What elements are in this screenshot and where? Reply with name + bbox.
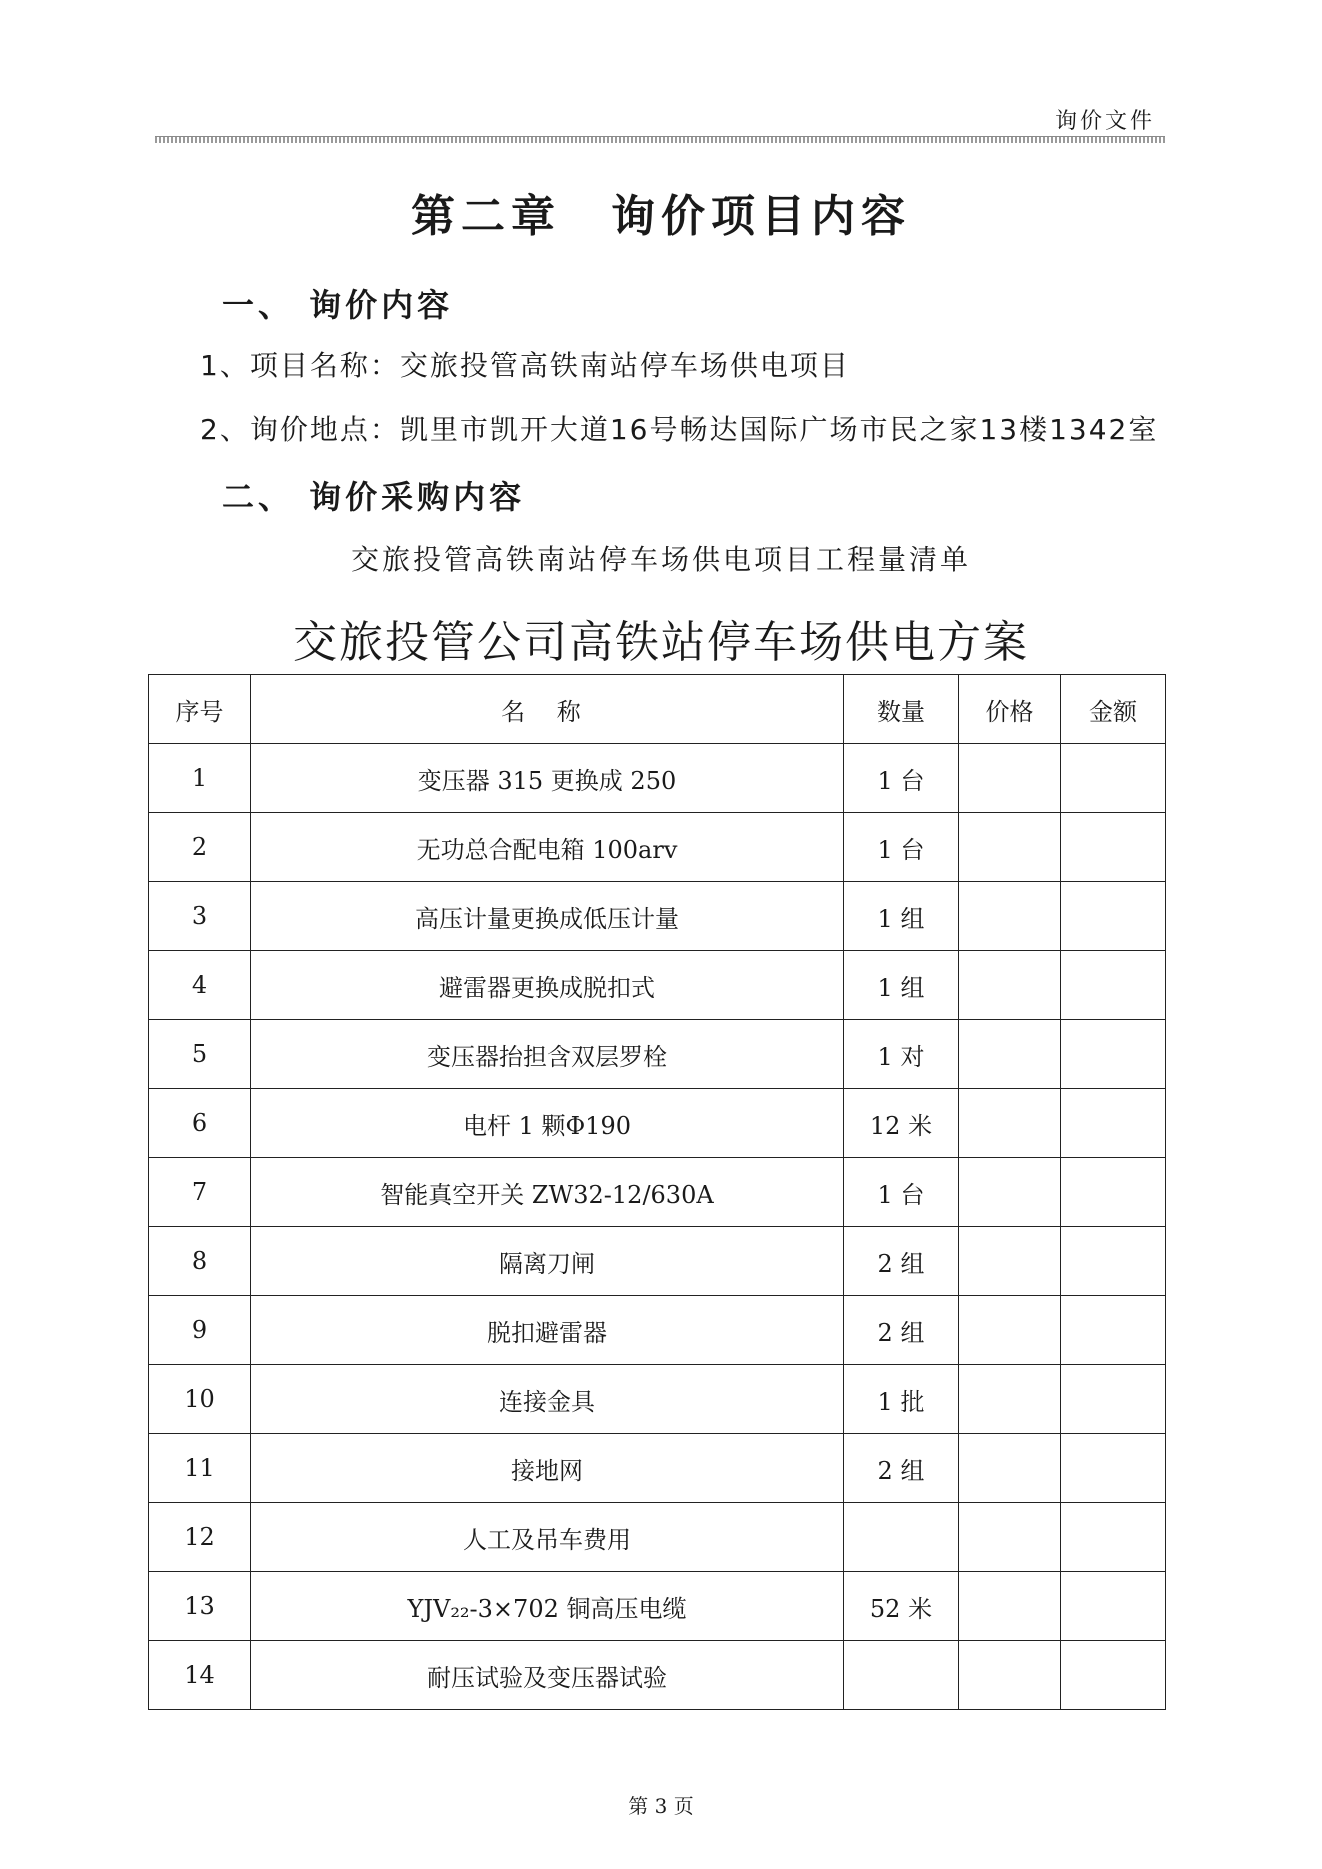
table-row bbox=[149, 1365, 1166, 1434]
cell-qty: 1 组 bbox=[844, 951, 959, 1020]
plan-title: 交旅投管公司高铁站停车场供电方案 bbox=[293, 617, 1029, 668]
cell-amount bbox=[1061, 1434, 1166, 1503]
cell-price bbox=[959, 1641, 1061, 1710]
cell-price bbox=[959, 1158, 1061, 1227]
cell-seq: 8 bbox=[149, 1227, 251, 1296]
cell-name: 耐压试验及变压器试验 bbox=[251, 1641, 844, 1710]
cell-price bbox=[959, 1296, 1061, 1365]
cell-amount bbox=[1061, 1365, 1166, 1434]
table-row bbox=[149, 1296, 1166, 1365]
header-name: 名 称 bbox=[251, 675, 844, 744]
table-row bbox=[149, 744, 1166, 813]
table-row bbox=[149, 1158, 1166, 1227]
cell-price bbox=[959, 951, 1061, 1020]
cell-amount bbox=[1061, 1572, 1166, 1641]
cell-name: 高压计量更换成低压计量 bbox=[251, 882, 844, 951]
cell-qty: 1 组 bbox=[844, 882, 959, 951]
cell-amount bbox=[1061, 1296, 1166, 1365]
cell-seq: 12 bbox=[149, 1503, 251, 1572]
project-name-line: 1、项目名称：交旅投管高铁南站停车场供电项目 bbox=[200, 349, 850, 382]
cell-qty: 2 组 bbox=[844, 1227, 959, 1296]
cell-price bbox=[959, 1365, 1061, 1434]
cell-qty: 1 对 bbox=[844, 1020, 959, 1089]
header-amount: 金额 bbox=[1061, 675, 1166, 744]
cell-seq: 10 bbox=[149, 1365, 251, 1434]
table-row bbox=[149, 1089, 1166, 1158]
cell-name: 连接金具 bbox=[251, 1365, 844, 1434]
cell-seq: 3 bbox=[149, 882, 251, 951]
cell-amount bbox=[1061, 1641, 1166, 1710]
cell-price bbox=[959, 1020, 1061, 1089]
cell-seq: 9 bbox=[149, 1296, 251, 1365]
cell-amount bbox=[1061, 813, 1166, 882]
cell-amount bbox=[1061, 1503, 1166, 1572]
cell-name: 避雷器更换成脱扣式 bbox=[251, 951, 844, 1020]
cell-amount bbox=[1061, 1089, 1166, 1158]
cell-name: 变压器抬担含双层罗栓 bbox=[251, 1020, 844, 1089]
header-seq: 序号 bbox=[149, 675, 251, 744]
cell-qty: 12 米 bbox=[844, 1089, 959, 1158]
cell-seq: 11 bbox=[149, 1434, 251, 1503]
chapter-title bbox=[0, 180, 1322, 244]
header-rule bbox=[155, 136, 1165, 143]
cell-seq: 13 bbox=[149, 1572, 251, 1641]
cell-price bbox=[959, 1089, 1061, 1158]
cell-seq: 2 bbox=[149, 813, 251, 882]
header-price: 价格 bbox=[959, 675, 1061, 744]
table-header-row bbox=[149, 675, 1166, 744]
cell-qty: 52 米 bbox=[844, 1572, 959, 1641]
cell-name: 智能真空开关 ZW32-12/630A bbox=[251, 1158, 844, 1227]
table-row bbox=[149, 1020, 1166, 1089]
cell-amount bbox=[1061, 1227, 1166, 1296]
table-row bbox=[149, 951, 1166, 1020]
cell-price bbox=[959, 813, 1061, 882]
table-row bbox=[149, 813, 1166, 882]
cell-qty: 1 台 bbox=[844, 1158, 959, 1227]
bill-of-quantities-table bbox=[148, 674, 1166, 1710]
cell-price bbox=[959, 1503, 1061, 1572]
cell-qty: 1 台 bbox=[844, 744, 959, 813]
cell-seq: 5 bbox=[149, 1020, 251, 1089]
cell-price bbox=[959, 1434, 1061, 1503]
cell-amount bbox=[1061, 951, 1166, 1020]
cell-name: 无功总合配电箱 100arv bbox=[251, 813, 844, 882]
section-heading-inquiry-content: 一、 询价内容 bbox=[222, 286, 454, 324]
cell-amount bbox=[1061, 882, 1166, 951]
table-row bbox=[149, 1434, 1166, 1503]
chapter-name: 询价项目内容 bbox=[611, 191, 911, 242]
cell-amount bbox=[1061, 1020, 1166, 1089]
cell-qty bbox=[844, 1641, 959, 1710]
cell-price bbox=[959, 1227, 1061, 1296]
chapter-number: 第二章 bbox=[411, 191, 561, 242]
header-qty: 数量 bbox=[844, 675, 959, 744]
table-row bbox=[149, 1503, 1166, 1572]
table-row bbox=[149, 1227, 1166, 1296]
cell-qty: 2 组 bbox=[844, 1434, 959, 1503]
cell-amount bbox=[1061, 744, 1166, 813]
document-header-label: 询价文件 bbox=[1055, 109, 1156, 134]
table-row bbox=[149, 1572, 1166, 1641]
cell-name: YJV₂₂-3×702 铜高压电缆 bbox=[251, 1572, 844, 1641]
cell-amount bbox=[1061, 1158, 1166, 1227]
cell-name: 隔离刀闸 bbox=[251, 1227, 844, 1296]
table-row bbox=[149, 1641, 1166, 1710]
cell-price bbox=[959, 1572, 1061, 1641]
inquiry-location-line: 2、询价地点：凯里市凯开大道16号畅达国际广场市民之家13楼1342室 bbox=[200, 413, 1159, 446]
cell-seq: 6 bbox=[149, 1089, 251, 1158]
cell-qty: 2 组 bbox=[844, 1296, 959, 1365]
cell-qty: 1 批 bbox=[844, 1365, 959, 1434]
cell-seq: 7 bbox=[149, 1158, 251, 1227]
cell-seq: 14 bbox=[149, 1641, 251, 1710]
cell-qty: 1 台 bbox=[844, 813, 959, 882]
cell-name: 电杆 1 颗Φ190 bbox=[251, 1089, 844, 1158]
cell-seq: 1 bbox=[149, 744, 251, 813]
section-heading-procurement-content: 二、 询价采购内容 bbox=[222, 478, 526, 516]
table-row bbox=[149, 882, 1166, 951]
cell-name: 接地网 bbox=[251, 1434, 844, 1503]
bill-of-quantities-subtitle: 交旅投管高铁南站停车场供电项目工程量清单 bbox=[350, 543, 971, 576]
cell-price bbox=[959, 882, 1061, 951]
cell-name: 变压器 315 更换成 250 bbox=[251, 744, 844, 813]
cell-seq: 4 bbox=[149, 951, 251, 1020]
cell-price bbox=[959, 744, 1061, 813]
page-number: 第 3 页 bbox=[628, 1794, 694, 1818]
cell-qty bbox=[844, 1503, 959, 1572]
cell-name: 脱扣避雷器 bbox=[251, 1296, 844, 1365]
cell-name: 人工及吊车费用 bbox=[251, 1503, 844, 1572]
